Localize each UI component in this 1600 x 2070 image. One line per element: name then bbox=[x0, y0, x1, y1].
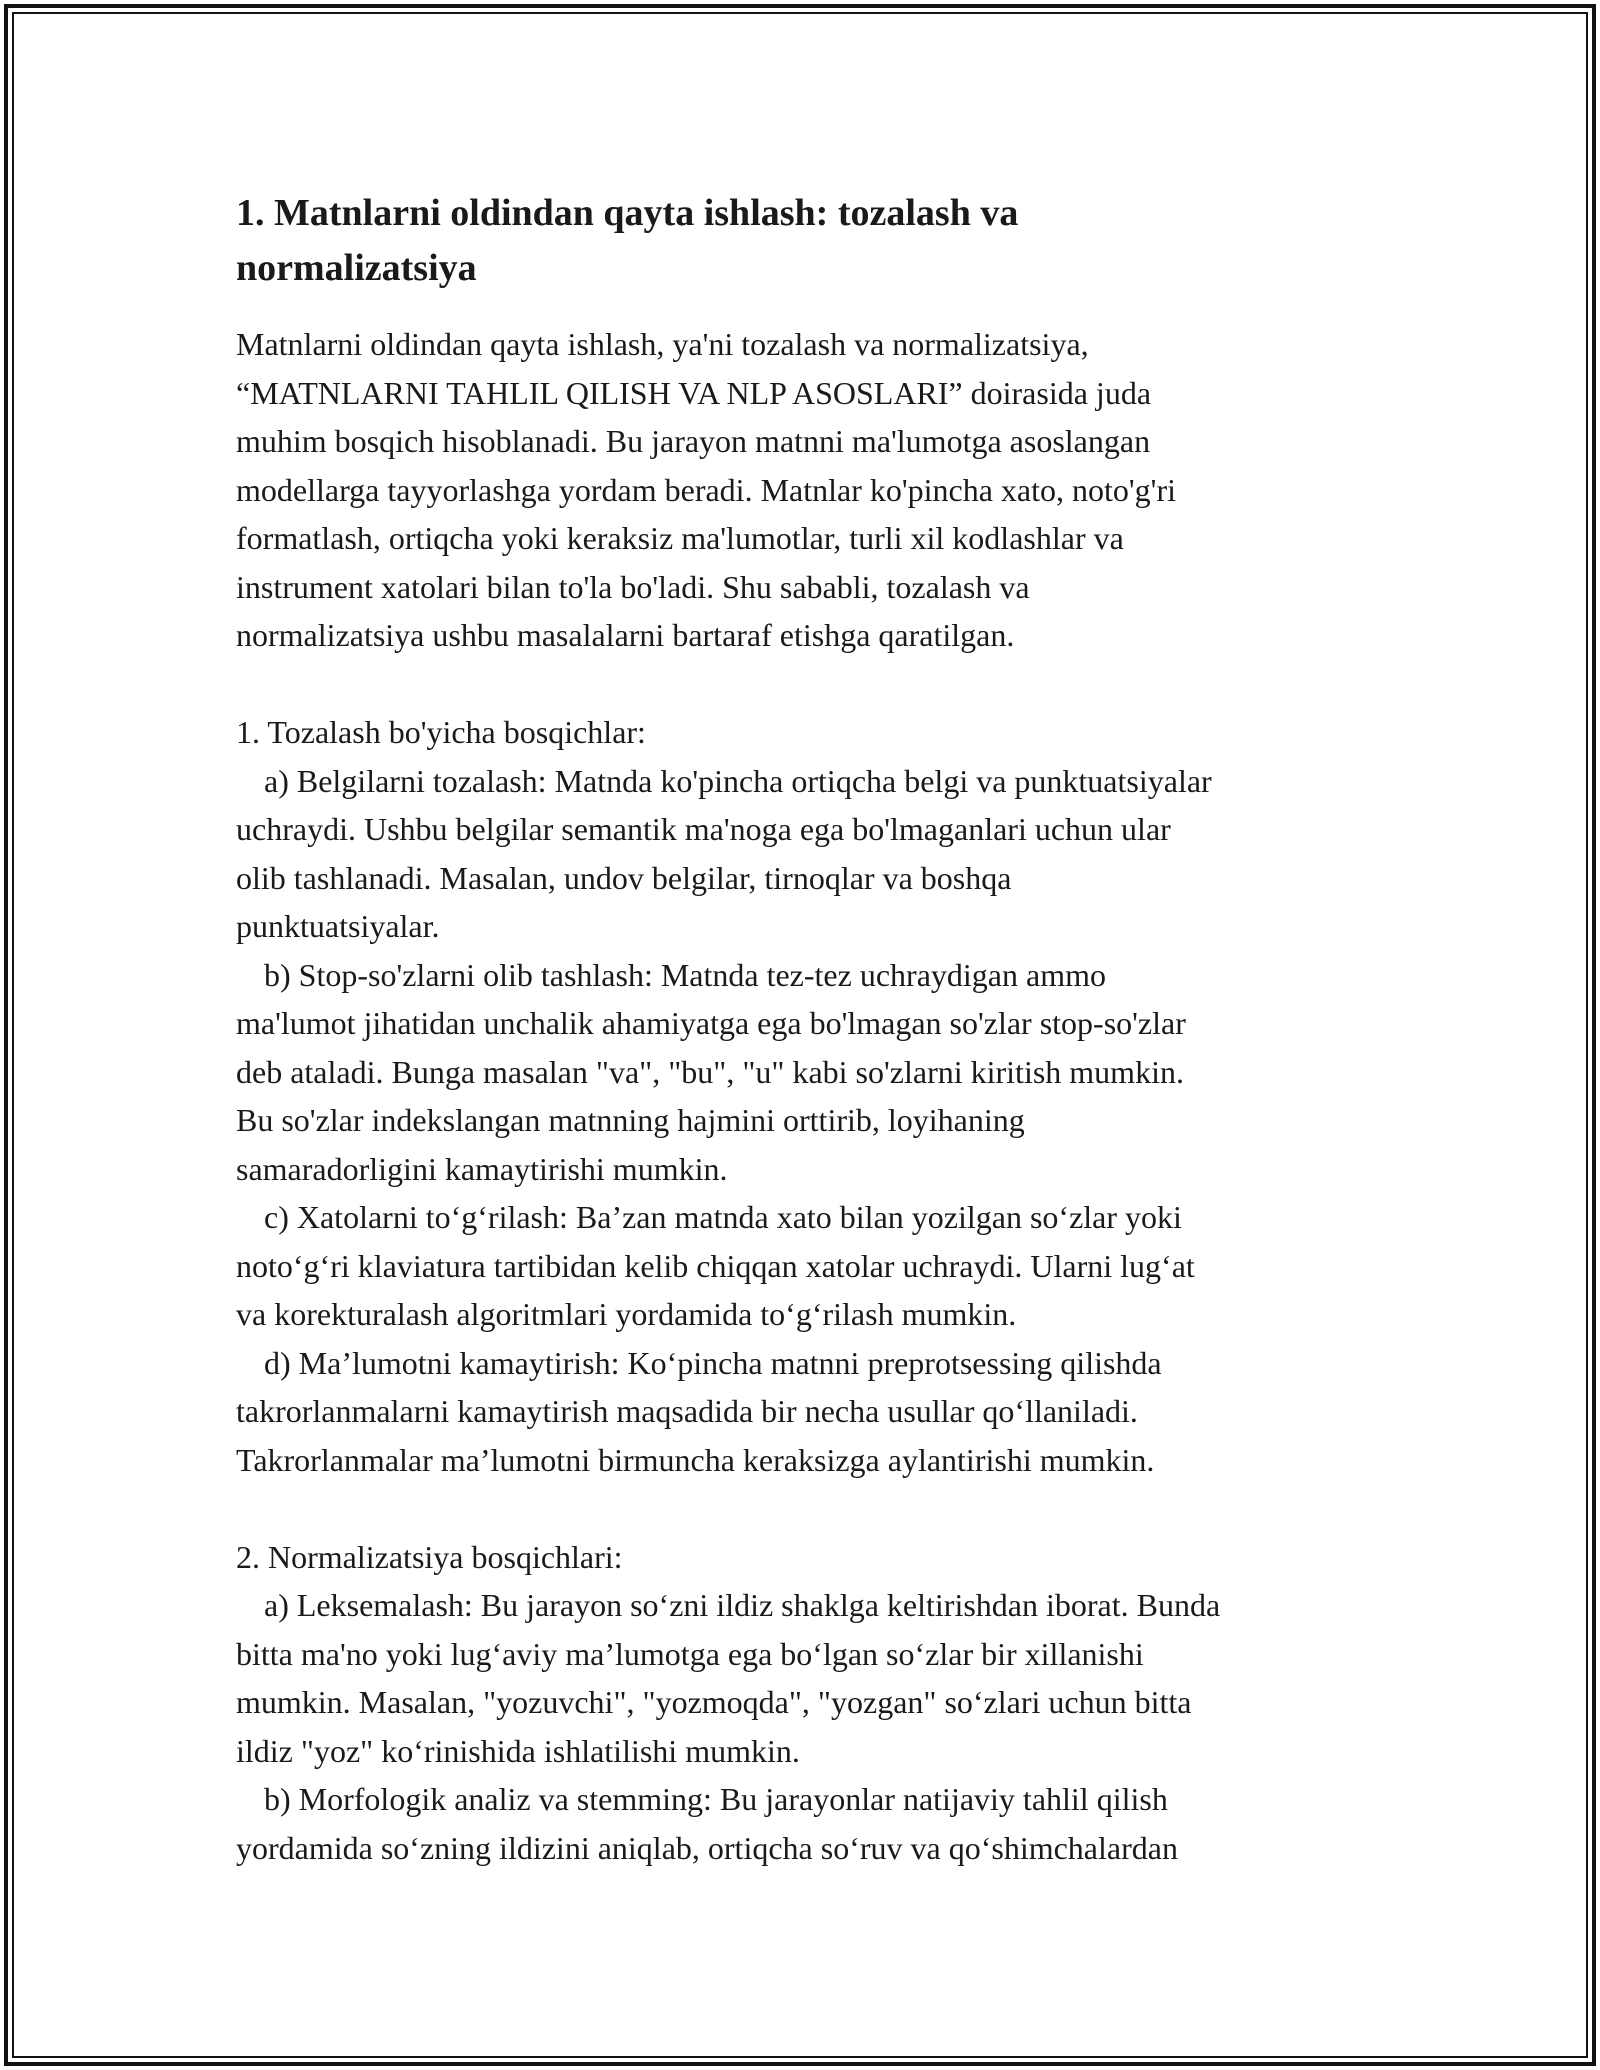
normalization-steps-section bbox=[236, 1533, 1366, 1873]
paragraph-spacer bbox=[236, 660, 1366, 709]
cleaning-step-b-line: Bu so'zlar indekslangan matnning hajmini orttirib, loyihaning bbox=[236, 1102, 1025, 1138]
normalization-step-a-line: bitta ma'no yoki lug‘aviy ma’lumotga ega bo‘lgan so‘zlar bir xillanishi bbox=[236, 1635, 1144, 1672]
intro-line: modellarga tayyorlashga yordam beradi. Matnlar ko'pincha xato, noto'g'ri bbox=[236, 471, 1176, 508]
paragraph-spacer bbox=[236, 1484, 1366, 1533]
section-heading: 1. Matnlarni oldindan qayta ishlash: tozalash va normalizatsiya bbox=[236, 192, 1019, 289]
document-body bbox=[236, 186, 1366, 1872]
cleaning-step-d-line: d) Ma’lumotni kamaytirish: Ko‘pincha matnni preprotsessing qilishda bbox=[264, 1344, 1162, 1381]
cleaning-step-c-line: c) Xatolarni to‘g‘rilash: Ba’zan matnda xato bilan yozilgan so‘zlar yoki bbox=[264, 1199, 1182, 1235]
cleaning-step-b-line: samaradorligini kamaytirishi mumkin. bbox=[236, 1150, 728, 1187]
cleaning-step-b-line: deb ataladi. Bunga masalan "va", "bu", "u" kabi so'zlarni kiritish mumkin. bbox=[236, 1053, 1184, 1090]
cleaning-step-a-line: punktuatsiyalar. bbox=[236, 908, 440, 944]
normalization-step-b-line: yordamida so‘zning ildizini aniqlab, ortiqcha so‘ruv va qo‘shimchalardan bbox=[236, 1829, 1178, 1866]
cleaning-step-a-line: uchraydi. Ushbu belgilar semantik ma'noga ega bo'lmaganlari uchun ular bbox=[236, 811, 1171, 847]
intro-line: instrument xatolari bilan to'la bo'ladi. Shu sababli, tozalash va bbox=[236, 568, 1030, 605]
cleaning-step-a-line: a) Belgilarni tozalash: Matnda ko'pincha ortiqcha belgi va punktuatsiyalar bbox=[264, 762, 1212, 799]
cleaning-step-a-line: olib tashlanadi. Masalan, undov belgilar, tirnoqlar va boshqa bbox=[236, 859, 1012, 896]
cleaning-step-b-line: b) Stop-so'zlarni olib tashlash: Matnda tez-tez uchraydigan ammo bbox=[264, 956, 1106, 993]
cleaning-step-c-line: noto‘g‘ri klaviatura tartibidan kelib chiqqan xatolar uchraydi. Ularni lug‘at bbox=[236, 1247, 1195, 1284]
normalization-step-a-line: ildiz "yoz" ko‘rinishida ishlatilishi mumkin. bbox=[236, 1732, 800, 1769]
cleaning-step-d-line: takrorlanmalarni kamaytirish maqsadida bir necha usullar qo‘llaniladi. bbox=[236, 1393, 1138, 1429]
cleaning-step-d-line: Takrorlanmalar ma’lumotni birmuncha keraksizga aylantirishi mumkin. bbox=[236, 1441, 1155, 1478]
normalization-step-a-line: a) Leksemalash: Bu jarayon so‘zni ildiz shaklga keltirishdan iborat. Bunda bbox=[264, 1587, 1221, 1623]
cleaning-steps-section bbox=[236, 708, 1366, 1484]
normalization-steps-title: 2. Normalizatsiya bosqichlari: bbox=[236, 1538, 623, 1575]
cleaning-step-c-line: va korekturalash algoritmlari yordamida to‘g‘rilash mumkin. bbox=[236, 1296, 1017, 1332]
intro-line: normalizatsiya ushbu masalalarni bartaraf etishga qaratilgan. bbox=[236, 617, 1015, 653]
intro-line: formatlash, ortiqcha yoki keraksiz ma'lumotlar, turli xil kodlashlar va bbox=[236, 520, 1124, 556]
intro-line: Matnlarni oldindan qayta ishlash, ya'ni tozalash va normalizatsiya, bbox=[236, 326, 1089, 362]
intro-line: muhim bosqich hisoblanadi. Bu jarayon matnni ma'lumotga asoslangan bbox=[236, 423, 1151, 459]
cleaning-steps-title: 1. Tozalash bo'yicha bosqichlar: bbox=[236, 714, 646, 750]
normalization-step-b-line: b) Morfologik analiz va stemming: Bu jarayonlar natijaviy tahlil qilish bbox=[264, 1781, 1168, 1817]
cleaning-step-b-line: ma'lumot jihatidan unchalik ahamiyatga ega bo'lmagan so'zlar stop-so'zlar bbox=[236, 1005, 1186, 1041]
normalization-step-a-line: mumkin. Masalan, "yozuvchi", "yozmoqda", "yozgan" so‘zlari uchun bitta bbox=[236, 1684, 1192, 1720]
intro-line: “MATNLARNI TAHLIL QILISH VA NLP ASOSLARI” doirasida juda bbox=[236, 374, 1152, 411]
intro-paragraph bbox=[236, 320, 1366, 660]
